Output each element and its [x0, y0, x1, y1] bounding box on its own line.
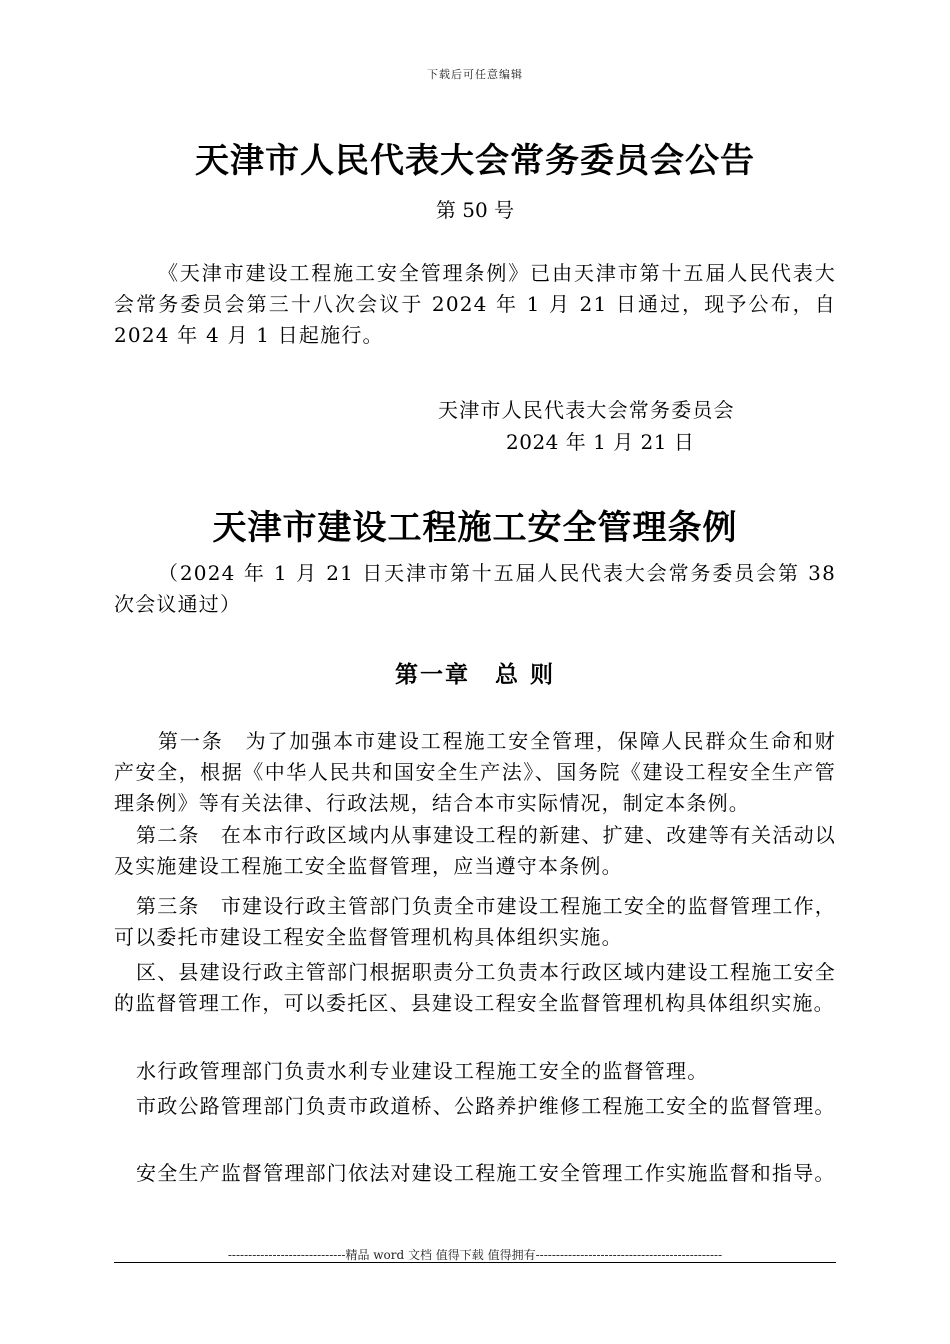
regulation-title: 天津市建设工程施工安全管理条例	[212, 508, 738, 548]
article-1: 第一条 为了加强本市建设工程施工安全管理，保障人民群众生命和财产安全，根据《中华人民共和国安全生产法》、国务院《建设工程安全生产管理条例》等有关法律、行政法规，结合本市实际情况，制定本条例。	[114, 729, 836, 815]
header-note: 下载后可任意编辑	[427, 68, 523, 81]
announcement-body: 《天津市建设工程施工安全管理条例》已由天津市第十五届人民代表大会常务委员会第三十八次会议于 2024 年 1 月 21 日通过，现予公布，自 2024 年 4 月 1 日起施行。	[114, 261, 836, 347]
article-3-paragraph-3: 水行政管理部门负责水利专业建设工程施工安全的监督管理。	[136, 1059, 709, 1083]
signature-date: 2024 年 1 月 21 日	[506, 430, 695, 454]
adoption-note: （2024 年 1 月 21 日天津市第十五届人民代表大会常务委员会第 38 次会议通过）	[114, 561, 836, 616]
chapter-title: 第一章 总 则	[394, 661, 555, 688]
article-3-paragraph-5: 安全生产监督管理部门依法对建设工程施工安全管理工作实施监督和指导。	[136, 1161, 836, 1185]
signature-org: 天津市人民代表大会常务委员会	[438, 398, 735, 422]
article-3-paragraph-4: 市政公路管理部门负责市政道桥、公路养护维修工程施工安全的监督管理。	[136, 1094, 836, 1118]
footer-text: -----------------------------精品 word 文档 值得下载 值得拥有----------------------------------------------	[227, 1248, 723, 1262]
article-2: 第二条 在本市行政区域内从事建设工程的新建、扩建、改建等有关活动以及实施建设工程施工安全监督管理，应当遵守本条例。	[114, 823, 836, 878]
footer-divider	[114, 1262, 836, 1263]
announcement-number: 第 50 号	[435, 198, 515, 222]
article-3: 第三条 市建设行政主管部门负责全市建设工程施工安全的监督管理工作，可以委托市建设工程安全监督管理机构具体组织实施。	[114, 894, 836, 949]
announcement-title: 天津市人民代表大会常务委员会公告	[195, 141, 755, 181]
article-3-paragraph-2: 区、县建设行政主管部门根据职责分工负责本行政区域内建设工程施工安全的监督管理工作，可以委托区、县建设工程安全监督管理机构具体组织实施。	[114, 960, 836, 1015]
